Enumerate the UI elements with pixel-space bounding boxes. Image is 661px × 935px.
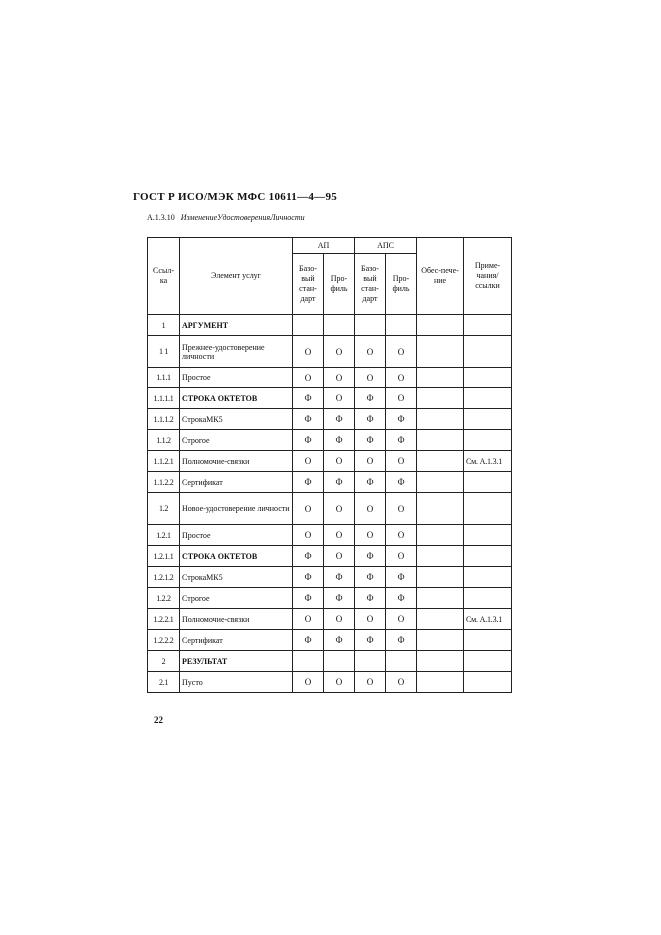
cell-support [417,451,464,472]
cell-aps-profile: О [386,451,417,472]
cell-aps-base: Ф [355,388,386,409]
cell-ref: 2 [148,651,180,672]
cell-element: Новое-удостоверение личности [180,493,293,525]
cell-note [464,493,512,525]
cell-note [464,430,512,451]
cell-aps-profile: Ф [386,567,417,588]
cell-aps-profile [386,315,417,336]
table-row [148,630,512,651]
cell-ap-base: О [293,451,324,472]
cell-support [417,388,464,409]
cell-ref: 1.2.1.1 [148,546,180,567]
cell-support [417,525,464,546]
table-row [148,472,512,493]
cell-note [464,368,512,388]
table-row [148,651,512,672]
cell-ref: 1.1.1.1 [148,388,180,409]
cell-note [464,525,512,546]
col-header-aps-profile: Про-филь [386,254,417,315]
cell-support [417,672,464,693]
cell-aps-profile: Ф [386,430,417,451]
service-elements-table [147,237,512,693]
cell-aps-profile: Ф [386,630,417,651]
cell-support [417,588,464,609]
cell-ap-base: О [293,525,324,546]
cell-support [417,546,464,567]
table-row [148,336,512,368]
cell-element: СтрокаМК5 [180,567,293,588]
col-header-aps: АПС [355,238,417,254]
cell-note: См. А.1.3.1 [464,609,512,630]
cell-ap-profile: О [324,368,355,388]
cell-ref: 1.1.2.2 [148,472,180,493]
cell-aps-profile: О [386,336,417,368]
cell-note [464,388,512,409]
cell-element: СтрокаМК5 [180,409,293,430]
cell-aps-base: О [355,451,386,472]
table-row [148,588,512,609]
cell-aps-profile: Ф [386,472,417,493]
cell-aps-base: Ф [355,472,386,493]
cell-ref: 1.2.1 [148,525,180,546]
page-number: 22 [154,715,163,725]
cell-element: РЕЗУЛЬТАТ [180,651,293,672]
cell-element: Сертификат [180,630,293,651]
col-header-element: Элемент услуг [180,238,293,315]
cell-support [417,493,464,525]
section-name: ИзменениеУдостоверенияЛичности [180,213,305,222]
cell-support [417,409,464,430]
cell-aps-base: Ф [355,546,386,567]
cell-ap-base: Ф [293,430,324,451]
cell-aps-profile: Ф [386,588,417,609]
table-row [148,525,512,546]
cell-note [464,409,512,430]
cell-element: Простое [180,368,293,388]
cell-ap-base: О [293,368,324,388]
cell-aps-base [355,315,386,336]
cell-support [417,472,464,493]
cell-support [417,630,464,651]
cell-ap-base [293,315,324,336]
table-row [148,672,512,693]
table-row [148,493,512,525]
cell-ap-profile: Ф [324,588,355,609]
table-row [148,609,512,630]
cell-ap-profile: Ф [324,472,355,493]
cell-element: Сертификат [180,472,293,493]
cell-aps-profile: О [386,672,417,693]
cell-support [417,368,464,388]
cell-aps-base: Ф [355,430,386,451]
cell-aps-profile: Ф [386,409,417,430]
cell-support [417,430,464,451]
cell-ref: 1.1.2 [148,430,180,451]
cell-ap-base: Ф [293,409,324,430]
cell-note [464,315,512,336]
cell-ap-base: О [293,336,324,368]
cell-note [464,567,512,588]
cell-element: Простое [180,525,293,546]
cell-support [417,336,464,368]
col-header-notes: Приме-чания/ ссылки [464,238,512,315]
cell-ref: 2.1 [148,672,180,693]
col-header-ap: АП [293,238,355,254]
cell-note [464,588,512,609]
cell-ap-base: О [293,672,324,693]
cell-aps-base: Ф [355,567,386,588]
cell-ref: 1.1.1.2 [148,409,180,430]
table-row [148,315,512,336]
cell-ap-profile: О [324,609,355,630]
cell-aps-profile: О [386,388,417,409]
cell-ap-profile: Ф [324,630,355,651]
cell-aps-base: О [355,609,386,630]
section-number: А.1.3.10 [147,213,175,222]
cell-element: Прежнее-удостоверение личности [180,336,293,368]
cell-note [464,672,512,693]
table-row [148,451,512,472]
cell-ap-base: Ф [293,472,324,493]
section-heading [147,213,305,222]
document-title: ГОСТ Р ИСО/МЭК МФС 10611—4—95 [133,191,338,203]
cell-aps-base: О [355,672,386,693]
cell-note [464,651,512,672]
cell-ap-profile: Ф [324,430,355,451]
cell-ref: 1.1.1 [148,368,180,388]
cell-ap-profile: О [324,336,355,368]
cell-note [464,472,512,493]
cell-ap-profile: Ф [324,567,355,588]
col-header-support: Обес-пече-ние [417,238,464,315]
cell-aps-base: О [355,368,386,388]
cell-note: См. А.1.3.1 [464,451,512,472]
cell-ref: 1 [148,315,180,336]
cell-ap-base: О [293,493,324,525]
table-body [148,315,512,693]
cell-ref: 1 1 [148,336,180,368]
cell-aps-base: Ф [355,630,386,651]
table-row [148,546,512,567]
cell-ap-profile [324,315,355,336]
cell-element: Полномочие-связки [180,609,293,630]
table-row [148,388,512,409]
cell-aps-profile: О [386,609,417,630]
cell-ap-base: Ф [293,388,324,409]
cell-aps-base: О [355,493,386,525]
cell-aps-profile: О [386,525,417,546]
cell-element: СТРОКА ОКТЕТОВ [180,388,293,409]
table-row [148,368,512,388]
cell-ap-base: Ф [293,630,324,651]
cell-support [417,567,464,588]
cell-ref: 1.2 [148,493,180,525]
cell-support [417,609,464,630]
cell-element: СТРОКА ОКТЕТОВ [180,546,293,567]
cell-aps-base: Ф [355,588,386,609]
cell-ap-profile: Ф [324,409,355,430]
cell-element: Строгое [180,588,293,609]
cell-aps-base [355,651,386,672]
col-header-aps-base: Базо-вый стан-дарт [355,254,386,315]
cell-ap-profile [324,651,355,672]
cell-ap-base: Ф [293,546,324,567]
cell-ap-profile: О [324,672,355,693]
cell-ap-base: Ф [293,567,324,588]
table-row [148,567,512,588]
cell-ap-profile: О [324,388,355,409]
cell-aps-profile: О [386,546,417,567]
cell-ap-profile: О [324,451,355,472]
cell-ref: 1.2.2 [148,588,180,609]
cell-support [417,315,464,336]
cell-aps-profile: О [386,493,417,525]
cell-ref: 1.2.2.1 [148,609,180,630]
col-header-ref: Ссыл-ка [148,238,180,315]
table-row [148,409,512,430]
cell-element: АРГУМЕНТ [180,315,293,336]
cell-ref: 1.2.2.2 [148,630,180,651]
cell-note [464,336,512,368]
cell-element: Полномочие-связки [180,451,293,472]
cell-aps-profile [386,651,417,672]
cell-aps-base: О [355,525,386,546]
cell-aps-base: О [355,336,386,368]
col-header-ap-profile: Про-филь [324,254,355,315]
col-header-ap-base: Базо-вый стан-дарт [293,254,324,315]
cell-element: Пусто [180,672,293,693]
cell-ap-base [293,651,324,672]
cell-ref: 1.2.1.2 [148,567,180,588]
cell-note [464,630,512,651]
cell-aps-profile: О [386,368,417,388]
cell-note [464,546,512,567]
cell-ap-profile: О [324,493,355,525]
table-row [148,430,512,451]
cell-ref: 1.1.2.1 [148,451,180,472]
cell-aps-base: Ф [355,409,386,430]
cell-ap-base: Ф [293,588,324,609]
cell-support [417,651,464,672]
cell-ap-base: О [293,609,324,630]
cell-ap-profile: О [324,525,355,546]
cell-element: Строгое [180,430,293,451]
cell-ap-profile: О [324,546,355,567]
